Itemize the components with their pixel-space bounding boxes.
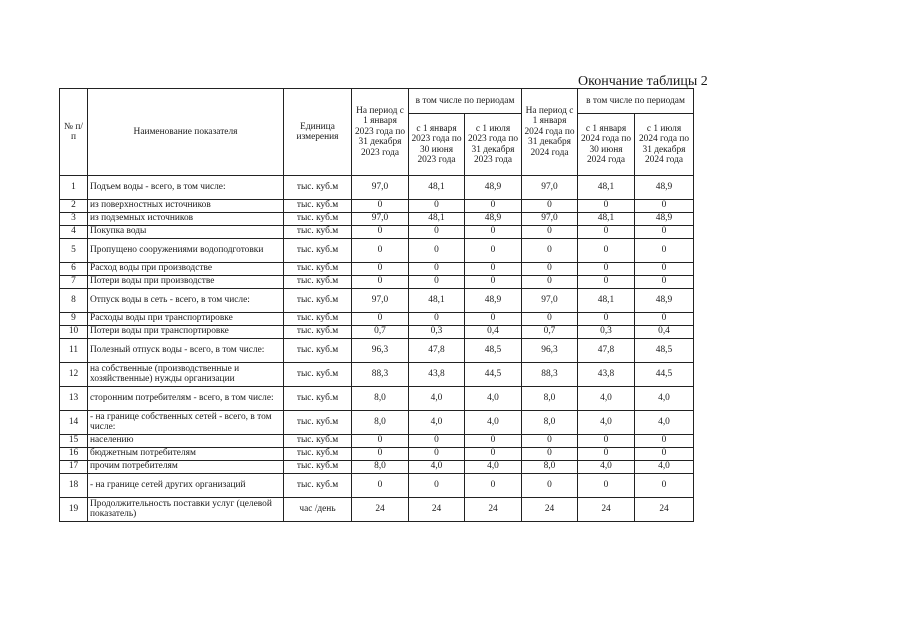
- row-value: 0: [635, 226, 694, 239]
- row-value: 0: [352, 239, 409, 263]
- row-value: 47,8: [409, 339, 465, 363]
- row-value: 0: [352, 474, 409, 498]
- header-unit: Единица измерения: [284, 89, 352, 176]
- row-name: Потери воды при производстве: [88, 276, 284, 289]
- row-unit: тыс. куб.м: [284, 411, 352, 435]
- row-value: 96,3: [522, 339, 578, 363]
- table-caption: Окончание таблицы 2: [578, 74, 708, 89]
- table-row: [60, 435, 694, 448]
- row-value: 4,0: [465, 461, 522, 474]
- table-row: [60, 263, 694, 276]
- row-value: 48,1: [578, 289, 635, 313]
- row-value: 0: [352, 276, 409, 289]
- row-value: 4,0: [465, 387, 522, 411]
- table-row: [60, 448, 694, 461]
- row-value: 88,3: [522, 363, 578, 387]
- row-name: Отпуск воды в сеть - всего, в том числе:: [88, 289, 284, 313]
- row-value: 0,4: [465, 326, 522, 339]
- table-row: [60, 498, 694, 522]
- row-value: 0: [522, 448, 578, 461]
- row-value: 48,9: [465, 176, 522, 200]
- row-number: 5: [60, 239, 88, 263]
- row-value: 43,8: [578, 363, 635, 387]
- row-value: 48,9: [635, 213, 694, 226]
- row-unit: тыс. куб.м: [284, 289, 352, 313]
- row-value: 0: [635, 239, 694, 263]
- header-incl-2023: в том числе по периодам: [409, 89, 522, 114]
- row-value: 0: [352, 448, 409, 461]
- row-value: 0: [409, 448, 465, 461]
- row-value: 0: [465, 313, 522, 326]
- row-unit: тыс. куб.м: [284, 326, 352, 339]
- row-value: 0: [635, 276, 694, 289]
- table-row: [60, 289, 694, 313]
- row-value: 0: [522, 435, 578, 448]
- row-value: 88,3: [352, 363, 409, 387]
- row-value: 97,0: [522, 176, 578, 200]
- row-name: населению: [88, 435, 284, 448]
- row-value: 0,3: [409, 326, 465, 339]
- table-body: [60, 176, 694, 522]
- row-value: 0: [522, 263, 578, 276]
- row-value: 4,0: [409, 411, 465, 435]
- row-value: 0: [635, 263, 694, 276]
- row-name: из поверхностных источников: [88, 200, 284, 213]
- row-value: 4,0: [578, 411, 635, 435]
- row-number: 2: [60, 200, 88, 213]
- table-row: [60, 226, 694, 239]
- row-value: 48,5: [635, 339, 694, 363]
- table-row: [60, 313, 694, 326]
- row-unit: тыс. куб.м: [284, 263, 352, 276]
- header-period-2024: На период с 1 января 2024 года по 31 декабря 2024 года: [522, 89, 578, 176]
- row-value: 97,0: [352, 213, 409, 226]
- header-name: Наименование показателя: [88, 89, 284, 176]
- row-value: 4,0: [578, 387, 635, 411]
- row-value: 8,0: [352, 461, 409, 474]
- row-value: 0: [578, 200, 635, 213]
- row-value: 0: [465, 448, 522, 461]
- row-number: 6: [60, 263, 88, 276]
- water-balance-table: [59, 88, 694, 522]
- row-unit: тыс. куб.м: [284, 363, 352, 387]
- row-value: 0: [465, 226, 522, 239]
- row-value: 4,0: [409, 461, 465, 474]
- row-value: 0: [635, 474, 694, 498]
- row-value: 0: [409, 226, 465, 239]
- row-unit: тыс. куб.м: [284, 213, 352, 226]
- row-name: Расходы воды при транспортировке: [88, 313, 284, 326]
- table-row: [60, 200, 694, 213]
- row-value: 0: [352, 200, 409, 213]
- row-name: Расход воды при производстве: [88, 263, 284, 276]
- row-value: 0: [635, 448, 694, 461]
- row-value: 0,7: [352, 326, 409, 339]
- row-value: 0: [352, 313, 409, 326]
- row-unit: тыс. куб.м: [284, 387, 352, 411]
- row-unit: тыс. куб.м: [284, 448, 352, 461]
- row-value: 4,0: [578, 461, 635, 474]
- header-2024-h1: с 1 января 2024 года по 30 июня 2024 года: [578, 114, 635, 176]
- row-number: 8: [60, 289, 88, 313]
- row-value: 0: [522, 239, 578, 263]
- row-value: 48,9: [465, 213, 522, 226]
- row-value: 24: [578, 498, 635, 522]
- row-unit: тыс. куб.м: [284, 239, 352, 263]
- row-value: 96,3: [352, 339, 409, 363]
- row-unit: тыс. куб.м: [284, 200, 352, 213]
- row-value: 24: [635, 498, 694, 522]
- table-row: [60, 239, 694, 263]
- row-number: 13: [60, 387, 88, 411]
- row-number: 4: [60, 226, 88, 239]
- table-row: [60, 339, 694, 363]
- row-value: 0: [465, 474, 522, 498]
- row-value: 4,0: [635, 387, 694, 411]
- row-value: 4,0: [635, 411, 694, 435]
- row-name: Пропущено сооружениями водоподготовки: [88, 239, 284, 263]
- row-value: 4,0: [409, 387, 465, 411]
- row-value: 0: [578, 474, 635, 498]
- row-number: 12: [60, 363, 88, 387]
- row-value: 44,5: [635, 363, 694, 387]
- table-row: [60, 474, 694, 498]
- table-row: [60, 213, 694, 226]
- row-value: 0: [352, 435, 409, 448]
- row-value: 24: [409, 498, 465, 522]
- row-value: 97,0: [352, 176, 409, 200]
- row-number: 18: [60, 474, 88, 498]
- row-unit: тыс. куб.м: [284, 313, 352, 326]
- row-value: 97,0: [352, 289, 409, 313]
- row-name: на собственные (производственные и хозяйственные) нужды организации: [88, 363, 284, 387]
- row-value: 0: [465, 263, 522, 276]
- row-name: Продолжительность поставки услуг (целевой показатель): [88, 498, 284, 522]
- row-value: 97,0: [522, 213, 578, 226]
- row-value: 0: [409, 200, 465, 213]
- row-value: 47,8: [578, 339, 635, 363]
- row-value: 48,1: [409, 176, 465, 200]
- row-value: 0: [578, 226, 635, 239]
- row-name: Полезный отпуск воды - всего, в том числе:: [88, 339, 284, 363]
- row-unit: тыс. куб.м: [284, 226, 352, 239]
- row-value: 4,0: [635, 461, 694, 474]
- row-value: 48,1: [578, 213, 635, 226]
- row-value: 48,5: [465, 339, 522, 363]
- row-value: 0: [352, 263, 409, 276]
- table-row: [60, 176, 694, 200]
- row-value: 4,0: [465, 411, 522, 435]
- row-unit: тыс. куб.м: [284, 339, 352, 363]
- row-name: бюджетным потребителям: [88, 448, 284, 461]
- row-value: 0: [409, 263, 465, 276]
- row-value: 24: [465, 498, 522, 522]
- row-value: 0: [522, 226, 578, 239]
- row-value: 0: [409, 435, 465, 448]
- table-row: [60, 276, 694, 289]
- row-value: 8,0: [522, 411, 578, 435]
- row-value: 0: [635, 435, 694, 448]
- row-name: Покупка воды: [88, 226, 284, 239]
- row-name: - на границе собственных сетей - всего, в том числе:: [88, 411, 284, 435]
- row-value: 48,1: [578, 176, 635, 200]
- row-number: 11: [60, 339, 88, 363]
- row-number: 9: [60, 313, 88, 326]
- row-number: 1: [60, 176, 88, 200]
- table-row: [60, 461, 694, 474]
- header-period-2023: На период с 1 января 2023 года по 31 декабря 2023 года: [352, 89, 409, 176]
- row-value: 0: [465, 239, 522, 263]
- row-value: 0: [635, 313, 694, 326]
- header-num: № п/п: [60, 89, 88, 176]
- row-name: прочим потребителям: [88, 461, 284, 474]
- row-value: 0: [578, 276, 635, 289]
- row-name: - на границе сетей других организаций: [88, 474, 284, 498]
- row-unit: тыс. куб.м: [284, 461, 352, 474]
- row-number: 10: [60, 326, 88, 339]
- header-incl-2024: в том числе по периодам: [578, 89, 694, 114]
- row-unit: тыс. куб.м: [284, 176, 352, 200]
- row-value: 48,9: [465, 289, 522, 313]
- header-2023-h1: с 1 января 2023 года по 30 июня 2023 года: [409, 114, 465, 176]
- row-value: 48,1: [409, 213, 465, 226]
- row-value: 0,3: [578, 326, 635, 339]
- row-value: 97,0: [522, 289, 578, 313]
- row-unit: тыс. куб.м: [284, 276, 352, 289]
- row-unit: тыс. куб.м: [284, 435, 352, 448]
- row-value: 0: [578, 435, 635, 448]
- row-number: 3: [60, 213, 88, 226]
- table-row: [60, 326, 694, 339]
- row-number: 17: [60, 461, 88, 474]
- table-row: [60, 387, 694, 411]
- row-unit: час /день: [284, 498, 352, 522]
- row-value: 0: [578, 263, 635, 276]
- row-value: 0: [522, 276, 578, 289]
- row-value: 0: [465, 200, 522, 213]
- row-value: 0: [578, 448, 635, 461]
- row-name: из подземных источников: [88, 213, 284, 226]
- row-value: 48,9: [635, 289, 694, 313]
- row-number: 7: [60, 276, 88, 289]
- row-number: 14: [60, 411, 88, 435]
- table-row: [60, 363, 694, 387]
- row-value: 0: [522, 474, 578, 498]
- row-number: 16: [60, 448, 88, 461]
- row-value: 0: [465, 435, 522, 448]
- row-value: 8,0: [352, 387, 409, 411]
- row-unit: тыс. куб.м: [284, 474, 352, 498]
- row-value: 24: [352, 498, 409, 522]
- row-value: 0: [578, 239, 635, 263]
- row-name: сторонним потребителям - всего, в том числе:: [88, 387, 284, 411]
- row-number: 15: [60, 435, 88, 448]
- row-value: 48,1: [409, 289, 465, 313]
- row-name: Потери воды при транспортировке: [88, 326, 284, 339]
- row-value: 24: [522, 498, 578, 522]
- row-number: 19: [60, 498, 88, 522]
- row-value: 8,0: [352, 411, 409, 435]
- row-value: 0: [409, 474, 465, 498]
- row-value: 0: [352, 226, 409, 239]
- row-value: 0: [409, 276, 465, 289]
- row-name: Подъем воды - всего, в том числе:: [88, 176, 284, 200]
- row-value: 0: [409, 313, 465, 326]
- row-value: 8,0: [522, 387, 578, 411]
- row-value: 0: [522, 200, 578, 213]
- row-value: 0: [635, 200, 694, 213]
- header-2024-h2: с 1 июля 2024 года по 31 декабря 2024 года: [635, 114, 694, 176]
- row-value: 8,0: [522, 461, 578, 474]
- row-value: 0: [578, 313, 635, 326]
- row-value: 48,9: [635, 176, 694, 200]
- row-value: 0: [409, 239, 465, 263]
- row-value: 0: [465, 276, 522, 289]
- table-row: [60, 411, 694, 435]
- row-value: 43,8: [409, 363, 465, 387]
- row-value: 0: [522, 313, 578, 326]
- row-value: 0,7: [522, 326, 578, 339]
- row-value: 0,4: [635, 326, 694, 339]
- row-value: 44,5: [465, 363, 522, 387]
- header-2023-h2: с 1 июля 2023 года по 31 декабря 2023 года: [465, 114, 522, 176]
